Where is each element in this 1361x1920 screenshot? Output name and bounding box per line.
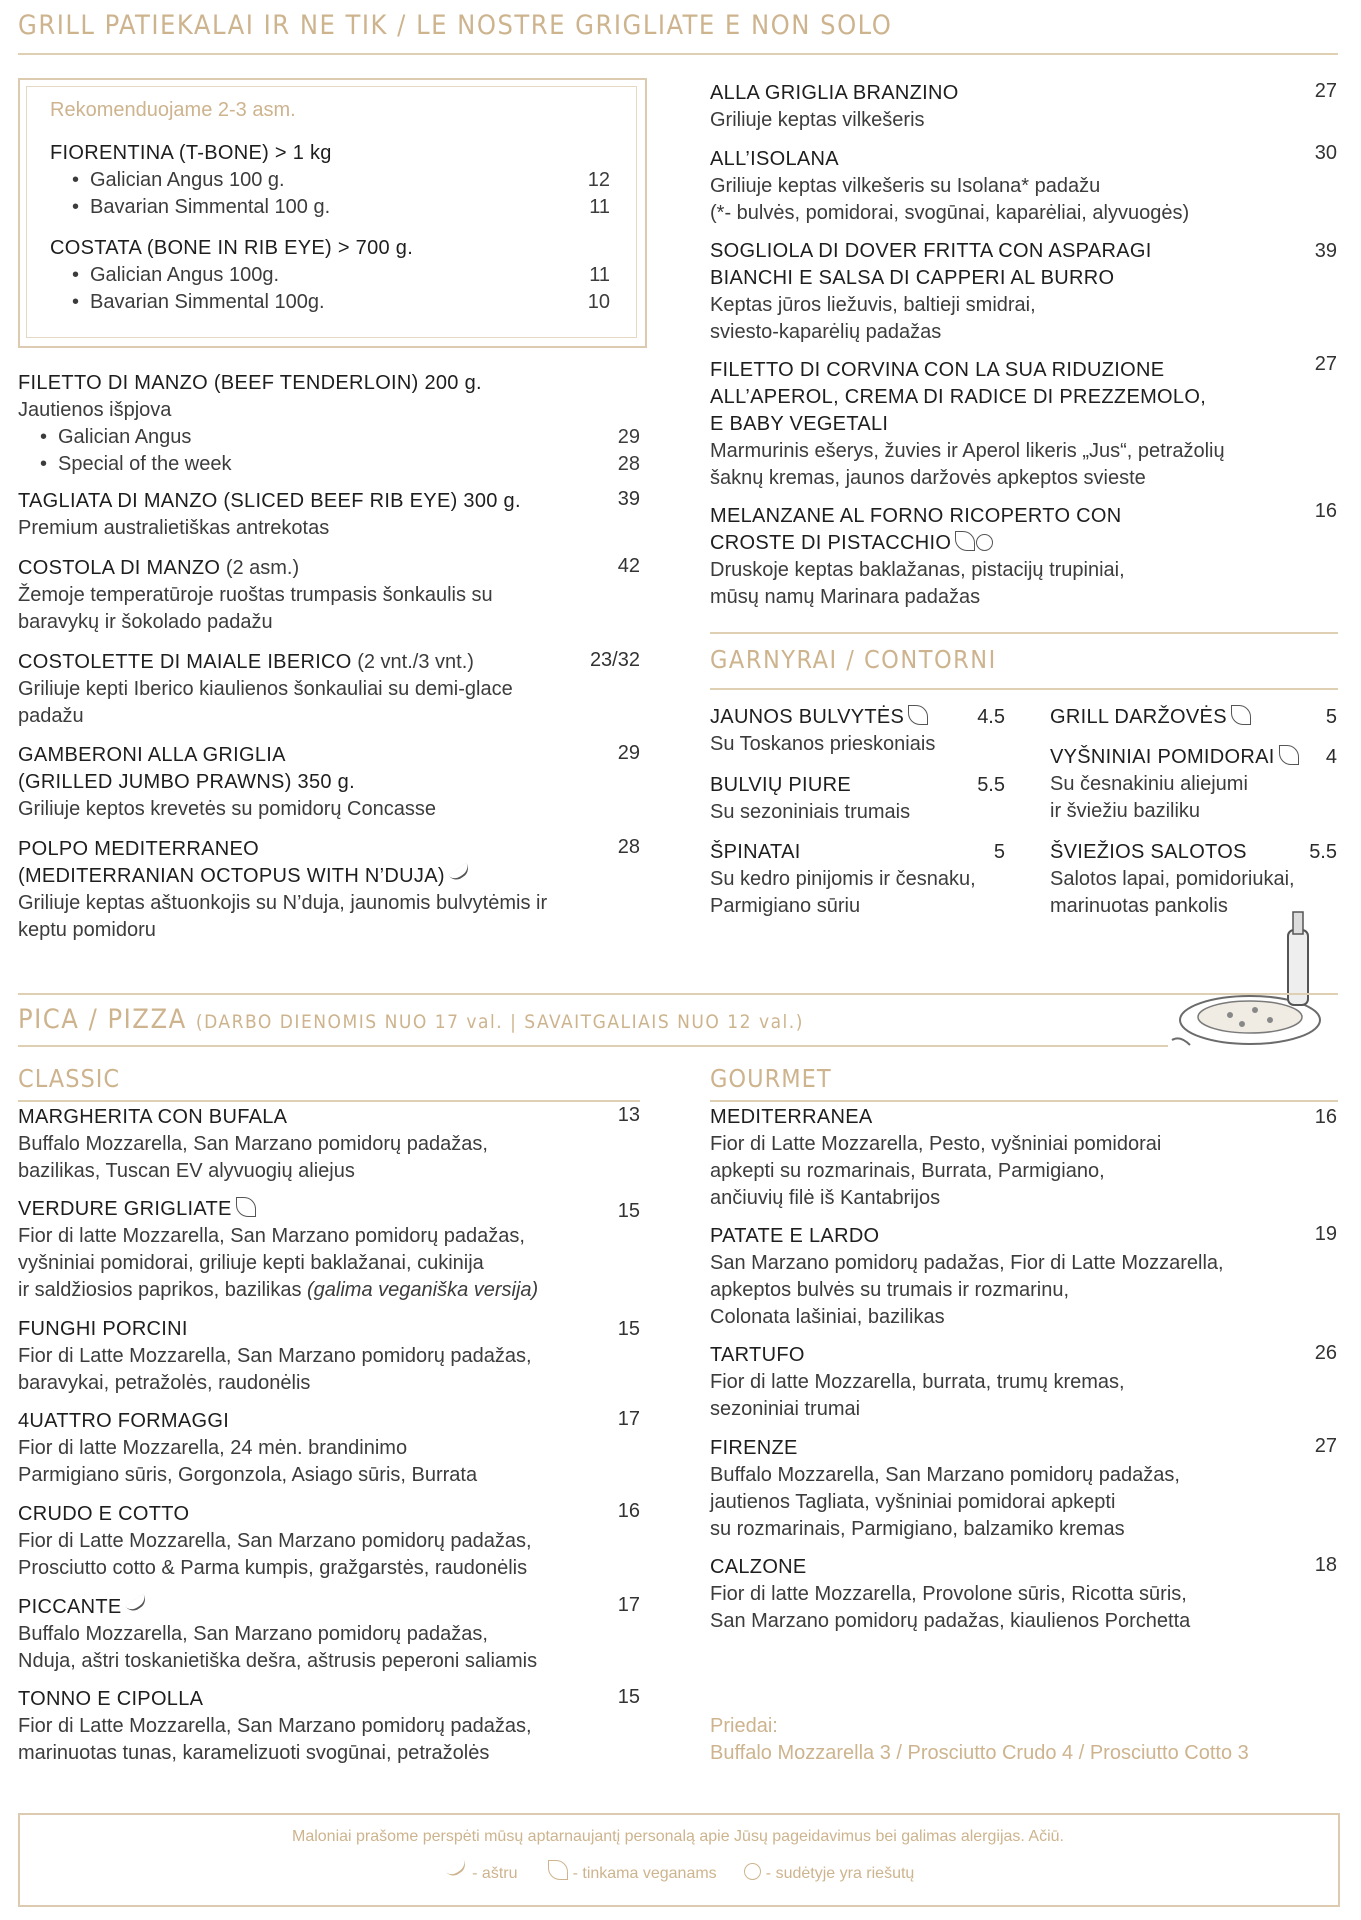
sides-header-rule (710, 688, 1338, 690)
chili-icon (448, 863, 472, 884)
pizza-title: MEDITERRANEA (710, 1106, 873, 1128)
filetto-b1-label: Galician Angus (58, 426, 192, 448)
side-item-bulvytes (710, 704, 1005, 758)
filetto-desc: Jautienos išpjova (18, 399, 172, 421)
costolette-title-note: (2 vnt./3 vnt.) (357, 651, 474, 673)
costata-b2-label: Bavarian Simmental 100g. (90, 291, 325, 313)
sogliola-title-2: BIANCHI E SALSA DI CAPPERI AL BURRO (710, 267, 1115, 289)
pizza-formaggi-price: 17 (617, 1408, 640, 1430)
vegan-version-note: (galima veganiška versija) (307, 1279, 539, 1301)
sides-header: GARNYRAI / CONTORNI (710, 645, 997, 674)
gamberoni-title-2: (GRILLED JUMBO PRAWNS) 350 g. (18, 771, 355, 793)
pizza-mediterranea-price: 16 (1314, 1106, 1337, 1128)
side-title-bulvytes: JAUNOS BULVYTĖS (710, 706, 905, 728)
pizza-shape (1198, 1001, 1302, 1033)
pizza-tartufo-price: 26 (1314, 1342, 1337, 1364)
classic-header: CLASSIC (18, 1064, 121, 1093)
legend-nuts: - sudėtyje yra riešutų (765, 1865, 915, 1882)
pizza-desc: ir saldžiosios paprikos, bazilikas (18, 1279, 302, 1301)
polpo-desc: Griliuje keptas aštuonkojis su N’duja, jaunomis bulvytėmis ir keptu pomidoru (18, 892, 548, 941)
vegan-leaf-icon (236, 1197, 256, 1217)
pizza-calzone-price: 18 (1314, 1554, 1337, 1576)
polpo-title: POLPO MEDITERRANEO (18, 838, 259, 860)
pizza-desc: Parmigiano sūris, Gorgonzola, Asiago sūris, Burrata (18, 1464, 478, 1486)
side-desc-spinatai: Su kedro pinijomis ir česnaku, (710, 868, 976, 890)
legend-spicy: - aštru (472, 1865, 518, 1882)
corvina-title-2: ALL’APEROL, CREMA DI RADICE DI PREZZEMOLO, (710, 386, 1207, 408)
extras-list: Buffalo Mozzarella 3 / Prosciutto Crudo 4 / Prosciutto Cotto 3 (710, 1742, 1249, 1764)
sogliola-desc: Keptas jūros liežuvis, baltieji smidrai, (710, 294, 1036, 316)
pizza-title: VERDURE GRIGLIATE (18, 1198, 232, 1220)
pizza-title: FIRENZE (710, 1437, 798, 1459)
pizza-title: 4UATTRO FORMAGGI (18, 1410, 230, 1432)
pizza-desc: Buffalo Mozzarella, San Marzano pomidorų padažas, (18, 1133, 488, 1155)
costolette-desc: Griliuje kepti Iberico kiaulienos šonkauliai su demi-glace padažu (18, 678, 513, 727)
pizza-desc: San Marzano pomidorų padažas, kiaulienos Porchetta (710, 1610, 1191, 1632)
pizza-header-note: (DARBO DIENOMIS NUO 17 val. | SAVAITGALIAIS NUO 12 val.) (195, 1011, 804, 1033)
filetto-item (18, 370, 640, 478)
side-desc-bulvytes: Su Toskanos prieskoniais (710, 733, 936, 755)
pizza-title: PATATE E LARDO (710, 1225, 880, 1247)
vegan-leaf-icon (955, 531, 975, 551)
side-title-salotos: ŠVIEŽIOS SALOTOS (1050, 841, 1247, 863)
corvina-item (710, 357, 1310, 492)
branzino-title: ALLA GRIGLIA BRANZINO (710, 82, 959, 104)
board-handle-shape (1172, 1038, 1190, 1045)
pizza-desc: ančiuvių filė iš Kantabrijos (710, 1187, 941, 1209)
footer-note: Maloniai prašome perspėti mūsų aptarnaujantį personalą apie Jūsų pageidavimus bei galimas alergijas. Ačiū. (292, 1828, 1064, 1845)
pizza-verdure (18, 1196, 638, 1304)
pizza-formaggi (18, 1408, 638, 1489)
pizza-desc: Prosciutto cotto & Parma kumpis, gražgarstės, raudonėlis (18, 1557, 528, 1579)
topping-shape (1227, 1012, 1233, 1018)
side-price-pomidorai: 4 (1325, 746, 1337, 768)
gamberoni-item (18, 742, 578, 823)
costolette-title: COSTOLETTE DI MAIALE IBERICO (18, 651, 352, 673)
polpo-price: 28 (617, 836, 640, 858)
pizza-mediterranea (710, 1104, 1310, 1212)
pizza-desc: Fior di Latte Mozzarella, San Marzano pomidorų padažas, (18, 1530, 532, 1552)
pizza-desc: Buffalo Mozzarella, San Marzano pomidorų padažas, (18, 1623, 488, 1645)
melanzane-item (710, 503, 1310, 611)
chili-icon (125, 1594, 149, 1615)
pizza-desc: San Marzano pomidorų padažas, Fior di Latte Mozzarella, (710, 1252, 1224, 1274)
pizza-firenze (710, 1435, 1310, 1543)
corvina-desc-2: šaknų kremas, jaunos daržovės apkeptos svieste (710, 467, 1146, 489)
pizza-title: FUNGHI PORCINI (18, 1318, 188, 1340)
melanzane-desc: Druskoje keptas baklažanas, pistacijų trupiniai, (710, 559, 1125, 581)
grill-header: GRILL PATIEKALAI IR NE TIK / LE NOSTRE GRIGLIATE E NON SOLO (18, 10, 893, 41)
pizza-margherita (18, 1104, 618, 1185)
pizza-desc: Colonata lašiniai, bazilikas (710, 1306, 945, 1328)
nut-icon (976, 534, 993, 551)
side-desc-piure: Su sezoniniais trumais (710, 801, 911, 823)
branzino-item (710, 80, 1310, 134)
side-item-spinatai (710, 839, 1010, 920)
fiorentina-b2-price: 11 (589, 196, 610, 218)
side-title-piure: BULVIŲ PIURE (710, 774, 852, 796)
gourmet-header-rule (710, 1100, 1338, 1102)
pizza-desc: Fior di Latte Mozzarella, Pesto, vyšniniai pomidorai (710, 1133, 1162, 1155)
sides-top-rule (710, 632, 1338, 634)
side-price-bulvytes: 4.5 (977, 706, 1005, 728)
gamberoni-desc: Griliuje keptos krevetės su pomidorų Concasse (18, 798, 436, 820)
topping-shape (1239, 1021, 1245, 1027)
isolana-price: 30 (1314, 142, 1337, 164)
gourmet-header: GOURMET (710, 1064, 832, 1093)
fiorentina-b1-label: Galician Angus 100 g. (90, 169, 285, 191)
recommend-label: Rekomenduojame 2-3 asm. (50, 99, 296, 121)
fiorentina-bullet-1 (50, 167, 610, 194)
costata-b1-label: Galician Angus 100g. (90, 264, 280, 286)
pizza-title: MARGHERITA CON BUFALA (18, 1106, 288, 1128)
corvina-desc: Marmurinis ešerys, žuvies ir Aperol likeris „Jus“, petražolių (710, 440, 1225, 462)
pizza-desc: su rozmarinais, Parmigiano, balzamiko kremas (710, 1518, 1125, 1540)
pizza-piccante-price: 17 (617, 1594, 640, 1616)
pizza-patate (710, 1223, 1330, 1331)
pizza-funghi-price: 15 (617, 1318, 640, 1340)
side-price-spinatai: 5 (993, 841, 1005, 863)
costata-bullet-2 (50, 289, 610, 316)
fiorentina-bullet-2 (50, 194, 610, 221)
pizza-piccante (18, 1594, 638, 1675)
pizza-margherita-price: 13 (617, 1104, 640, 1126)
pizza-patate-price: 19 (1314, 1223, 1337, 1245)
vegan-leaf-icon (1279, 745, 1299, 765)
grill-header-rule (18, 53, 1338, 55)
costolette-item (18, 649, 558, 730)
tagliata-price: 39 (617, 488, 640, 510)
pizza-top-rule (18, 993, 1338, 995)
melanzane-price: 16 (1314, 500, 1337, 522)
pizza-desc: baravykai, petražolės, raudonėlis (18, 1372, 311, 1394)
chili-icon (445, 1859, 469, 1880)
costata-b2-price: 10 (587, 291, 610, 313)
classic-header-rule (18, 1100, 640, 1102)
sogliola-price: 39 (1314, 240, 1337, 262)
pizza-calzone (710, 1554, 1310, 1635)
costola-price: 42 (617, 555, 640, 577)
polpo-item (18, 836, 578, 944)
sogliola-desc-2: sviesto-kaparėlių padažas (710, 321, 942, 343)
isolana-desc: Griliuje keptas vilkešeris su Isolana* padažu (710, 175, 1101, 197)
pizza-desc: apkeptos bulvės su trumais ir rozmarinu, (710, 1279, 1070, 1301)
extras-block (710, 1713, 1350, 1767)
pizza-tonno (18, 1686, 638, 1767)
melanzane-title: MELANZANE AL FORNO RICOPERTO CON (710, 505, 1122, 527)
bottle-neck-shape (1293, 912, 1303, 934)
side-title-pomidorai: VYŠNINIAI POMIDORAI (1050, 746, 1275, 768)
costola-title: COSTOLA DI MANZO (18, 557, 221, 579)
pizza-title: TARTUFO (710, 1344, 805, 1366)
melanzane-title-2: CROSTE DI PISTACCHIO (710, 532, 952, 554)
gamberoni-price: 29 (617, 742, 640, 764)
pizza-title: PICCANTE (18, 1596, 122, 1618)
pizza-title: CRUDO E COTTO (18, 1503, 190, 1525)
pizza-verdure-price: 15 (617, 1200, 640, 1222)
nut-icon (744, 1863, 761, 1880)
pizza-desc: jautienos Tagliata, vyšniniai pomidorai apkepti (710, 1491, 1116, 1513)
pizza-desc: vyšniniai pomidorai, griliuje kepti baklažanai, cukinija (18, 1252, 484, 1274)
pizza-desc: sezoniniai trumai (710, 1398, 861, 1420)
legend-vegan: - tinkama veganams (572, 1865, 717, 1882)
filetto-b2-price: 28 (617, 453, 640, 475)
melanzane-desc-2: mūsų namų Marinara padažas (710, 586, 981, 608)
isolana-desc-2: (*- bulvės, pomidorai, svogūnai, kaparėliai, alyvuogės) (710, 202, 1190, 224)
filetto-b2-label: Special of the week (58, 453, 232, 475)
side-desc-salotos: Salotos lapai, pomidoriukai, (1050, 868, 1295, 890)
branzino-desc: Griliuje keptas vilkešeris (710, 109, 925, 131)
side-desc2-pomidorai: ir šviežiu baziliku (1050, 800, 1201, 822)
pizza-desc: marinuotas tunas, karamelizuoti svogūnai, petražolės (18, 1742, 490, 1764)
tagliata-desc: Premium australietiškas antrekotas (18, 517, 330, 539)
pizza-tartufo (710, 1342, 1310, 1423)
side-title-spinatai: ŠPINATAI (710, 841, 801, 863)
fiorentina-title: FIORENTINA (T-BONE) > 1 kg (50, 142, 332, 164)
tagliata-item (18, 488, 578, 542)
costola-item (18, 555, 578, 636)
pizza-title: CALZONE (710, 1556, 807, 1578)
pizza-tonno-price: 15 (617, 1686, 640, 1708)
pizza-desc: bazilikas, Tuscan EV alyvuogių aliejus (18, 1160, 355, 1182)
tagliata-title: TAGLIATA DI MANZO (SLICED BEEF RIB EYE) 300 g. (18, 490, 521, 512)
pizza-desc: apkepti su rozmarinais, Burrata, Parmigiano, (710, 1160, 1105, 1182)
pizza-header-rule (18, 1045, 1168, 1047)
costola-desc: Žemoje temperatūroje ruoštas trumpasis šonkaulis su baravykų ir šokolado padažu (18, 584, 493, 633)
pizza-illustration (1170, 910, 1345, 1060)
pizza-crudo (18, 1501, 638, 1582)
pizza-funghi (18, 1316, 638, 1397)
vegan-leaf-icon (548, 1860, 568, 1880)
costola-title-note: (2 asm.) (225, 557, 300, 579)
side-item-salotos (1050, 839, 1337, 920)
pizza-header-block (18, 1004, 804, 1035)
filetto-title: FILETTO DI MANZO (BEEF TENDERLOIN) 200 g. (18, 372, 482, 394)
side-price-darzoves: 5 (1325, 706, 1337, 728)
pizza-title: TONNO E CIPOLLA (18, 1688, 204, 1710)
sogliola-title: SOGLIOLA DI DOVER FRITTA CON ASPARAGI (710, 240, 1152, 262)
topping-shape (1267, 1017, 1273, 1023)
side-desc-pomidorai: Su česnakiniu aliejumi (1050, 773, 1248, 795)
side-price-piure: 5.5 (977, 774, 1005, 796)
side-price-salotos: 5.5 (1309, 841, 1337, 863)
isolana-item (710, 146, 1310, 227)
filetto-bullet-1 (18, 424, 640, 451)
pizza-desc: Nduja, aštri toskanietiška dešra, aštrusis peperoni saliamis (18, 1650, 538, 1672)
gamberoni-title: GAMBERONI ALLA GRIGLIA (18, 744, 286, 766)
vegan-leaf-icon (908, 705, 928, 725)
extras-title: Priedai: (710, 1715, 778, 1737)
pizza-desc: Fior di latte Mozzarella, 24 mėn. brandinimo (18, 1437, 408, 1459)
costolette-price: 23/32 (589, 649, 640, 671)
pizza-desc: Fior di latte Mozzarella, San Marzano pomidorų padažas, (18, 1225, 525, 1247)
filetto-b1-price: 29 (617, 426, 640, 448)
branzino-price: 27 (1314, 80, 1337, 102)
side-item-pomidorai (1050, 744, 1337, 825)
corvina-price: 27 (1314, 353, 1337, 375)
filetto-bullet-2 (18, 451, 640, 478)
side-desc2-spinatai: Parmigiano sūriu (710, 895, 861, 917)
pizza-desc: Fior di latte Mozzarella, burrata, trumų kremas, (710, 1371, 1125, 1393)
topping-shape (1252, 1007, 1258, 1013)
polpo-title-2: (MEDITERRANIAN OCTOPUS WITH N’DUJA) (18, 865, 445, 887)
pizza-desc: Buffalo Mozzarella, San Marzano pomidorų padažas, (710, 1464, 1180, 1486)
side-item-darzoves (1050, 704, 1337, 731)
pizza-header: PICA / PIZZA (18, 1004, 187, 1035)
costata-bullet-1 (50, 262, 610, 289)
recommend-block (50, 97, 610, 316)
pizza-firenze-price: 27 (1314, 1435, 1337, 1457)
corvina-title: FILETTO DI CORVINA CON LA SUA RIDUZIONE (710, 359, 1165, 381)
footer-legend (18, 1860, 1338, 1883)
vegan-leaf-icon (1231, 705, 1251, 725)
side-desc2-salotos: marinuotas pankolis (1050, 895, 1228, 917)
pizza-desc: Fior di Latte Mozzarella, San Marzano pomidorų padažas, (18, 1345, 532, 1367)
pizza-desc: Fior di latte Mozzarella, Provolone sūris, Ricotta sūris, (710, 1583, 1187, 1605)
costata-b1-price: 11 (589, 264, 610, 286)
side-title-darzoves: GRILL DARŽOVĖS (1050, 706, 1227, 728)
pizza-desc: Fior di Latte Mozzarella, San Marzano pomidorų padažas, (18, 1715, 532, 1737)
fiorentina-b2-label: Bavarian Simmental 100 g. (90, 196, 331, 218)
sogliola-item (710, 238, 1310, 346)
isolana-title: ALL’ISOLANA (710, 148, 839, 170)
corvina-title-3: E BABY VEGETALI (710, 413, 889, 435)
pizza-crudo-price: 16 (617, 1500, 640, 1522)
side-item-piure (710, 772, 1005, 826)
fiorentina-b1-price: 12 (587, 169, 610, 191)
costata-title: COSTATA (BONE IN RIB EYE) > 700 g. (50, 237, 414, 259)
